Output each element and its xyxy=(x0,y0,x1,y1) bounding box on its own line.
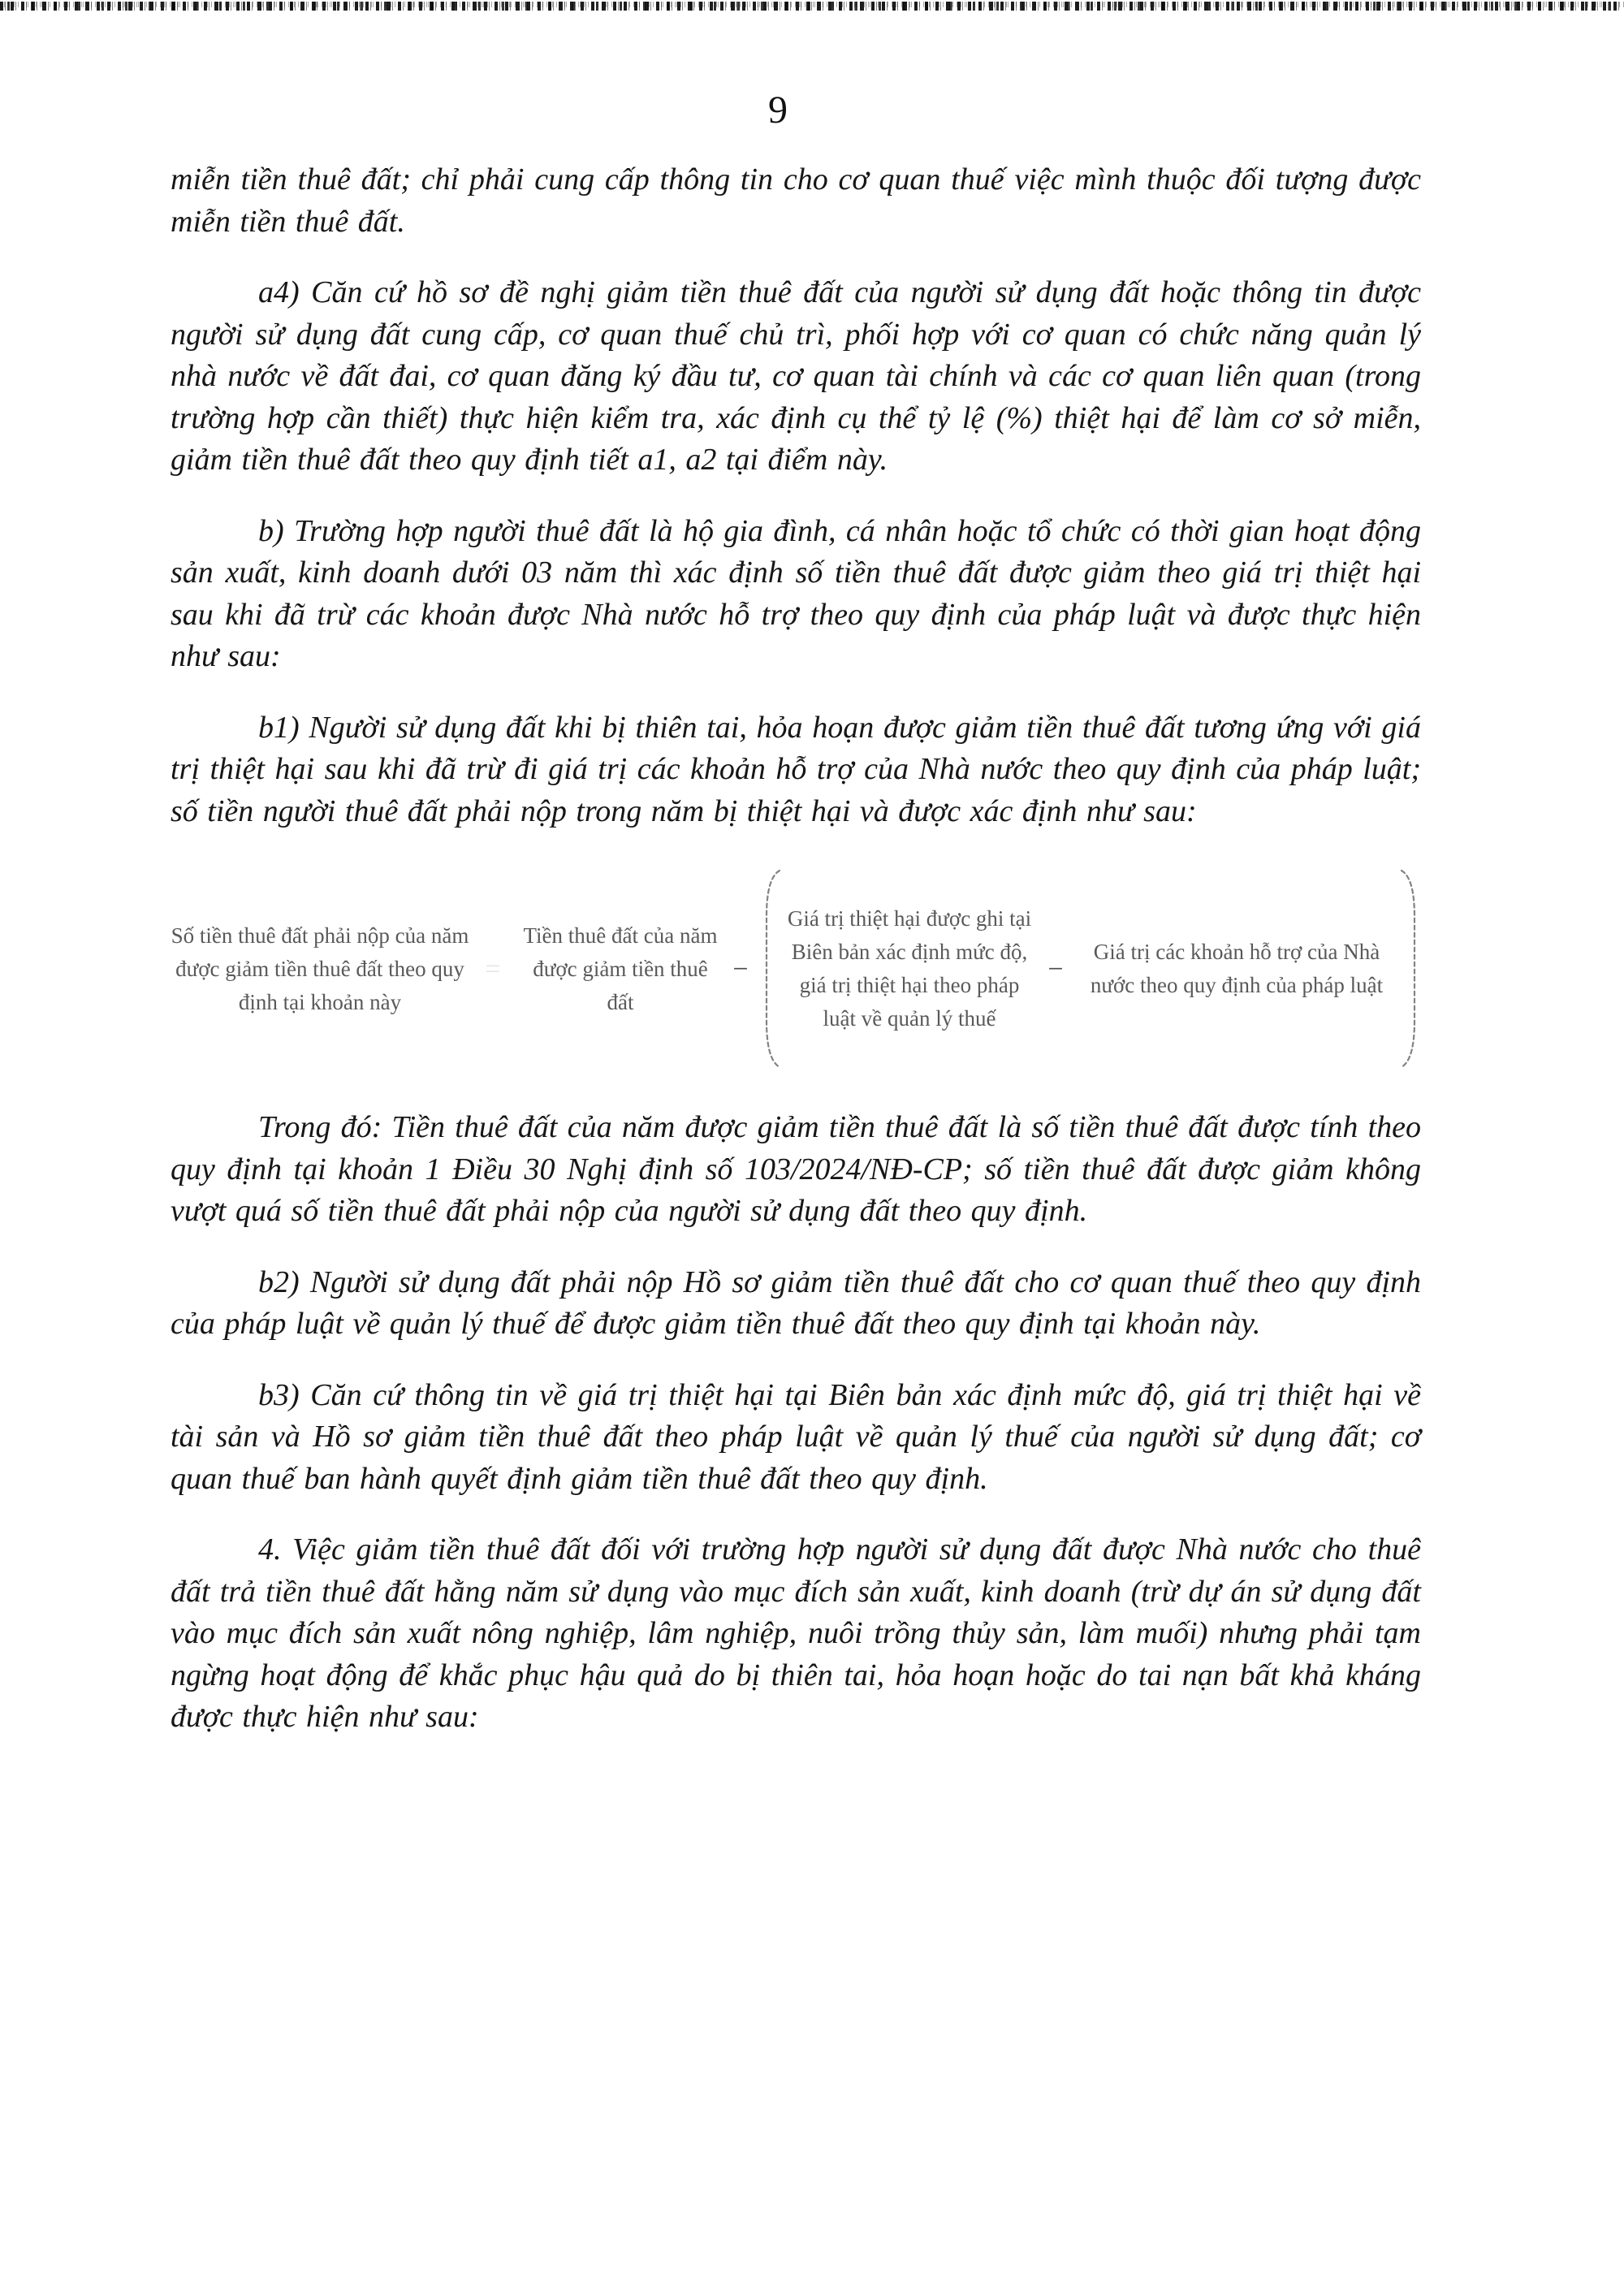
paragraph-b2: b2) Người sử dụng đất phải nộp Hồ sơ giảm tiền thuê đất cho cơ quan thuế theo quy định của pháp luật về quản lý thuế để được giảm tiền thuê đất theo quy định tại khoản này. xyxy=(171,1264,1421,1341)
paragraph-continuation: miễn tiền thuê đất; chỉ phải cung cấp thông tin cho cơ quan thuế việc mình thuộc đối tượng được miễn tiền thuê đất. xyxy=(171,162,1421,239)
minus-sign: − xyxy=(1047,953,1064,984)
paragraph-muc-4: 4. Việc giảm tiền thuê đất đối với trường hợp người sử dụng đất được Nhà nước cho thuê đất trả tiền thuê đất hằng năm sử dụng vào mục đích sản xuất, kinh doanh (trừ dự án sử dụng đất vào mục đích sản xuất nông nghiệp, lâm nghiệp, nuôi trồng thủy sản, làm muối) nhưng phải tạm ngừng hoạt động để khắc phục hậu quả do bị thiên tai, hỏa hoạn hoặc do tai nạn bất khả kháng được thực hiện như sau: xyxy=(171,1532,1421,1734)
paragraph-trong-do: Trong đó: Tiền thuê đất của năm được giảm tiền thuê đất là số tiền thuê đất được tính theo quy định tại khoản 1 Điều 30 Nghị định số 103/2024/NĐ-CP; số tiền thuê đất được giảm không vượt quá số tiền thuê đất phải nộp của người sử dụng đất theo quy định. xyxy=(171,1110,1421,1228)
paragraph-b: b) Trường hợp người thuê đất là hộ gia đình, cá nhân hoặc tổ chức có thời gian hoạt động sản xuất, kinh doanh dưới 03 năm thì xác định số tiền thuê đất được giảm theo giá trị thiệt hại sau khi đã trừ các khoản được Nhà nước hỗ trợ theo quy định của pháp luật và được thực hiện như sau: xyxy=(171,513,1421,673)
formula-close-paren xyxy=(1398,867,1421,1071)
formula-open-paren xyxy=(760,867,783,1071)
paragraph-b3: b3) Căn cứ thông tin về giá trị thiệt hại tại Biên bản xác định mức độ, giá trị thiệt hại về tài sản và Hồ sơ giảm tiền thuê đất theo pháp luật về quản lý thuế của người sử dụng đất; cơ quan thuế ban hành quyết định giảm tiền thuê đất theo quy định. xyxy=(171,1377,1421,1496)
land-rent-reduction-formula xyxy=(171,860,1421,1078)
paragraph-a4: a4) Căn cứ hồ sơ đề nghị giảm tiền thuê đất của người sử dụng đất hoặc thông tin được người sử dụng đất cung cấp, cơ quan thuế chủ trì, phối hợp với cơ quan có chức năng quản lý nhà nước về đất đai, cơ quan đăng ký đầu tư, cơ quan tài chính và các cơ quan liên quan (trong trường hợp cần thiết) thực hiện kiểm tra, xác định cụ thể tỷ lệ (%) thiệt hại để làm cơ sở miễn, giảm tiền thuê đất theo quy định tiết a1, a2 tại điểm này. xyxy=(171,275,1421,477)
paragraph-b1: b1) Người sử dụng đất khi bị thiên tai, hỏa hoạn được giảm tiền thuê đất tương ứng với giá trị thiệt hại sau khi đã trừ đi giá trị các khoản hỗ trợ của Nhà nước theo quy định của pháp luật; số tiền người thuê đất phải nộp trong năm bị thiệt hại và được xác định như sau: xyxy=(171,710,1421,828)
page-number: 9 xyxy=(768,89,788,132)
formula-payable-rent-term: Số tiền thuê đất phải nộp của năm được giảm tiền thuê đất theo quy định tại khoản này xyxy=(171,923,469,1014)
equals-sign: = xyxy=(485,953,501,984)
minus-sign: − xyxy=(732,953,749,984)
page-content xyxy=(171,0,1421,1739)
formula-rent-of-reduced-year-term: Tiền thuê đất của năm được giảm tiền thuê đất xyxy=(523,923,718,1014)
formula-damage-value-term: Giá trị thiệt hại được ghi tại Biên bản xác định mức độ, giá trị thiệt hại theo pháp luật về quản lý thuế xyxy=(787,906,1032,1031)
formula-state-support-term: Giá trị các khoản hỗ trợ của Nhà nước theo quy định của pháp luật xyxy=(1090,940,1384,997)
